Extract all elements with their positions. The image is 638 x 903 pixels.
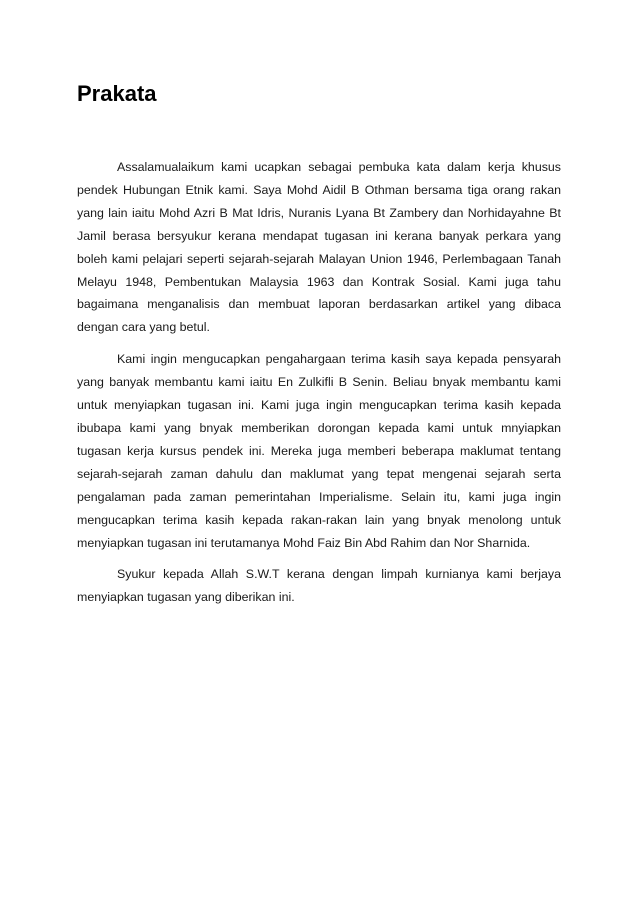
paragraph-introduction: Assalamualaikum kami ucapkan sebagai pembuka kata dalam kerja khusus pendek Hubungan Etnik kami. Saya Mohd Aidil B Othman bersama tiga orang rakan yang lain iaitu Mohd Azri B Mat Idris, Nuranis Lyana Bt Zambery dan Norhidayahne Bt Jamil berasa bersyukur kerana mendapat tugasan ini kerana banyak perkara yang boleh kami pelajari seperti sejarah-sejarah Malayan Union 1946, Perlembagaan Tanah Melayu 1948, Pembentukan Malaysia 1963 dan Kontrak Sosial. Kami juga tahu bagaimana menganalisis dan membuat laporan berdasarkan artikel yang dibaca dengan cara yang betul.: [77, 160, 561, 335]
page-title: Prakata: [77, 81, 157, 106]
paragraph-acknowledgements: Kami ingin mengucapkan pengahargaan terima kasih saya kepada pensyarah yang banyak membantu kami iaitu En Zulkifli B Senin. Beliau bnyak membantu kami untuk menyiapkan tugasan ini. Kami juga ingin mengucapkan terima kasih kepada ibubapa kami yang bnyak memberikan dorongan kepada kami untuk mnyiapkan tugasan kerja kursus pendek ini. Mereka juga memberi beberapa maklumat tentang sejarah-sejarah zaman dahulu dan maklumat yang tepat mengenai sejarah serta pengalaman pada zaman pemerintahan Imperialisme. Selain itu, kami juga ingin mengucapkan terima kasih kepada rakan-rakan lain yang bnyak menolong untuk menyiapkan tugasan ini terutamanya Mohd Faiz Bin Abd Rahim dan Nor Sharnida.: [77, 352, 561, 550]
paragraph-closing: Syukur kepada Allah S.W.T kerana dengan limpah kurnianya kami berjaya menyiapkan tugasan yang diberikan ini.: [77, 567, 561, 605]
document-body: [77, 156, 561, 618]
